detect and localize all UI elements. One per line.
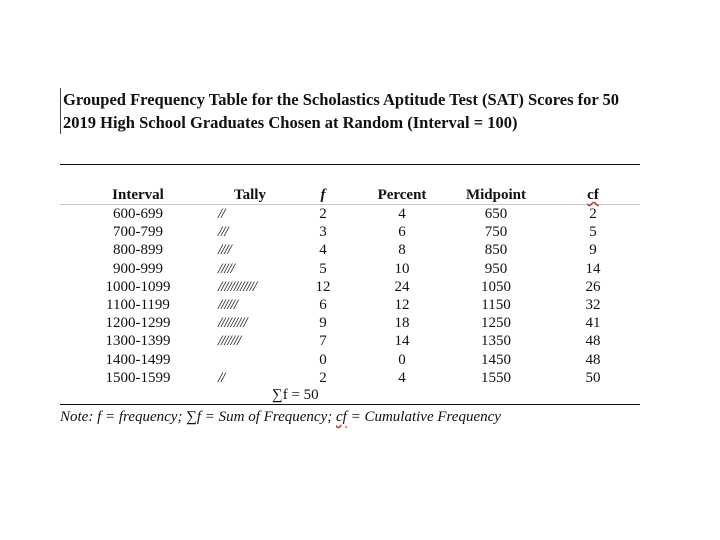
- note-cf-abbr: cf: [336, 409, 347, 425]
- header-f: f: [320, 187, 326, 203]
- header-percent: Percent: [377, 187, 427, 203]
- cell-percent: 14: [394, 333, 410, 350]
- cell-percent: 18: [394, 315, 410, 332]
- cell-interval: 1000-1099: [105, 278, 171, 295]
- cell-f: 0: [319, 351, 327, 368]
- cell-interval: 600-699: [113, 206, 163, 222]
- cell-cf: 50: [585, 369, 601, 386]
- note-prefix: Note: f = frequency; ∑f = Sum of Frequency;: [60, 409, 336, 425]
- cell-f: 6: [319, 296, 327, 313]
- table-row: [60, 314, 640, 332]
- cell-midpoint: 1250: [481, 315, 511, 332]
- cell-midpoint: 950: [484, 260, 508, 277]
- cell-tally: //: [218, 206, 225, 222]
- cell-percent: 0: [398, 351, 406, 368]
- cell-interval: 800-899: [113, 242, 163, 259]
- cell-cf: 5: [589, 224, 597, 241]
- cell-tally: /////: [218, 260, 234, 277]
- cell-midpoint: 650: [484, 206, 508, 222]
- cell-cf: 26: [585, 278, 601, 295]
- cell-midpoint: 1450: [481, 351, 511, 368]
- cell-f: 7: [319, 333, 327, 350]
- cell-f: 2: [319, 369, 327, 386]
- table-row: [60, 369, 640, 387]
- cell-cf: 9: [589, 242, 597, 259]
- cell-percent: 8: [398, 242, 406, 259]
- cell-tally: ///: [218, 224, 228, 241]
- cell-f: 9: [319, 315, 327, 332]
- cell-tally: ////////////: [218, 278, 257, 295]
- cell-percent: 12: [394, 296, 410, 313]
- cell-tally: /////////: [218, 315, 247, 332]
- cell-tally: ////: [218, 242, 231, 259]
- sum-of-frequency: ∑f = 50: [272, 387, 319, 403]
- cell-cf: 41: [585, 315, 601, 332]
- cell-cf: 48: [585, 351, 601, 368]
- title-line-2: 2019 High School Graduates Chosen at Random (Interval = 100): [63, 113, 518, 132]
- cell-f: 2: [319, 206, 327, 222]
- cell-f: 12: [315, 278, 331, 295]
- cell-cf: 2: [589, 206, 597, 222]
- cell-interval: 1400-1499: [105, 351, 171, 368]
- table-title: [60, 88, 663, 134]
- cell-interval: 700-799: [113, 224, 163, 241]
- table-row: [60, 351, 640, 369]
- cell-f: 5: [319, 260, 327, 277]
- table-row: [60, 205, 640, 223]
- bottom-rule: [60, 404, 640, 405]
- cell-percent: 4: [398, 369, 406, 386]
- cell-cf: 14: [585, 260, 601, 277]
- cell-f: 3: [319, 224, 327, 241]
- cell-midpoint: 750: [484, 224, 508, 241]
- table-row: [60, 260, 640, 278]
- cell-interval: 900-999: [113, 260, 163, 277]
- cell-interval: 1300-1399: [105, 333, 171, 350]
- cell-tally: ///////: [218, 333, 241, 350]
- cell-tally: //////: [218, 296, 238, 313]
- header-cf: cf: [587, 187, 599, 203]
- table-row: [60, 296, 640, 314]
- cell-percent: 6: [398, 224, 406, 241]
- cell-percent: 24: [394, 278, 410, 295]
- note-suffix: = Cumulative Frequency: [346, 409, 501, 425]
- table-row: [60, 332, 640, 350]
- cell-midpoint: 850: [484, 242, 508, 259]
- cell-midpoint: 1350: [481, 333, 511, 350]
- header-interval: Interval: [112, 187, 164, 203]
- cell-midpoint: 1150: [481, 296, 511, 313]
- cell-interval: 1100-1199: [106, 296, 170, 313]
- cell-tally: //: [218, 369, 225, 386]
- title-line-1: Grouped Frequency Table for the Scholastics Aptitude Test (SAT) Scores for 50: [63, 90, 620, 109]
- table-row: [60, 241, 640, 259]
- cell-cf: 32: [585, 296, 601, 313]
- table-row: [60, 223, 640, 241]
- table-header-row: [60, 186, 640, 205]
- cell-cf: 48: [585, 333, 601, 350]
- header-tally: Tally: [234, 187, 266, 203]
- table-row: [60, 278, 640, 296]
- header-midpoint: Midpoint: [465, 187, 526, 203]
- cell-percent: 4: [398, 206, 406, 222]
- cell-midpoint: 1550: [481, 369, 511, 386]
- cell-percent: 10: [394, 260, 410, 277]
- top-rule: [60, 164, 640, 165]
- cell-midpoint: 1050: [481, 278, 511, 295]
- cell-interval: 1200-1299: [105, 315, 171, 332]
- table-note: [60, 409, 501, 426]
- frequency-table: [60, 186, 640, 387]
- cell-interval: 1500-1599: [105, 369, 171, 386]
- cell-f: 4: [319, 242, 327, 259]
